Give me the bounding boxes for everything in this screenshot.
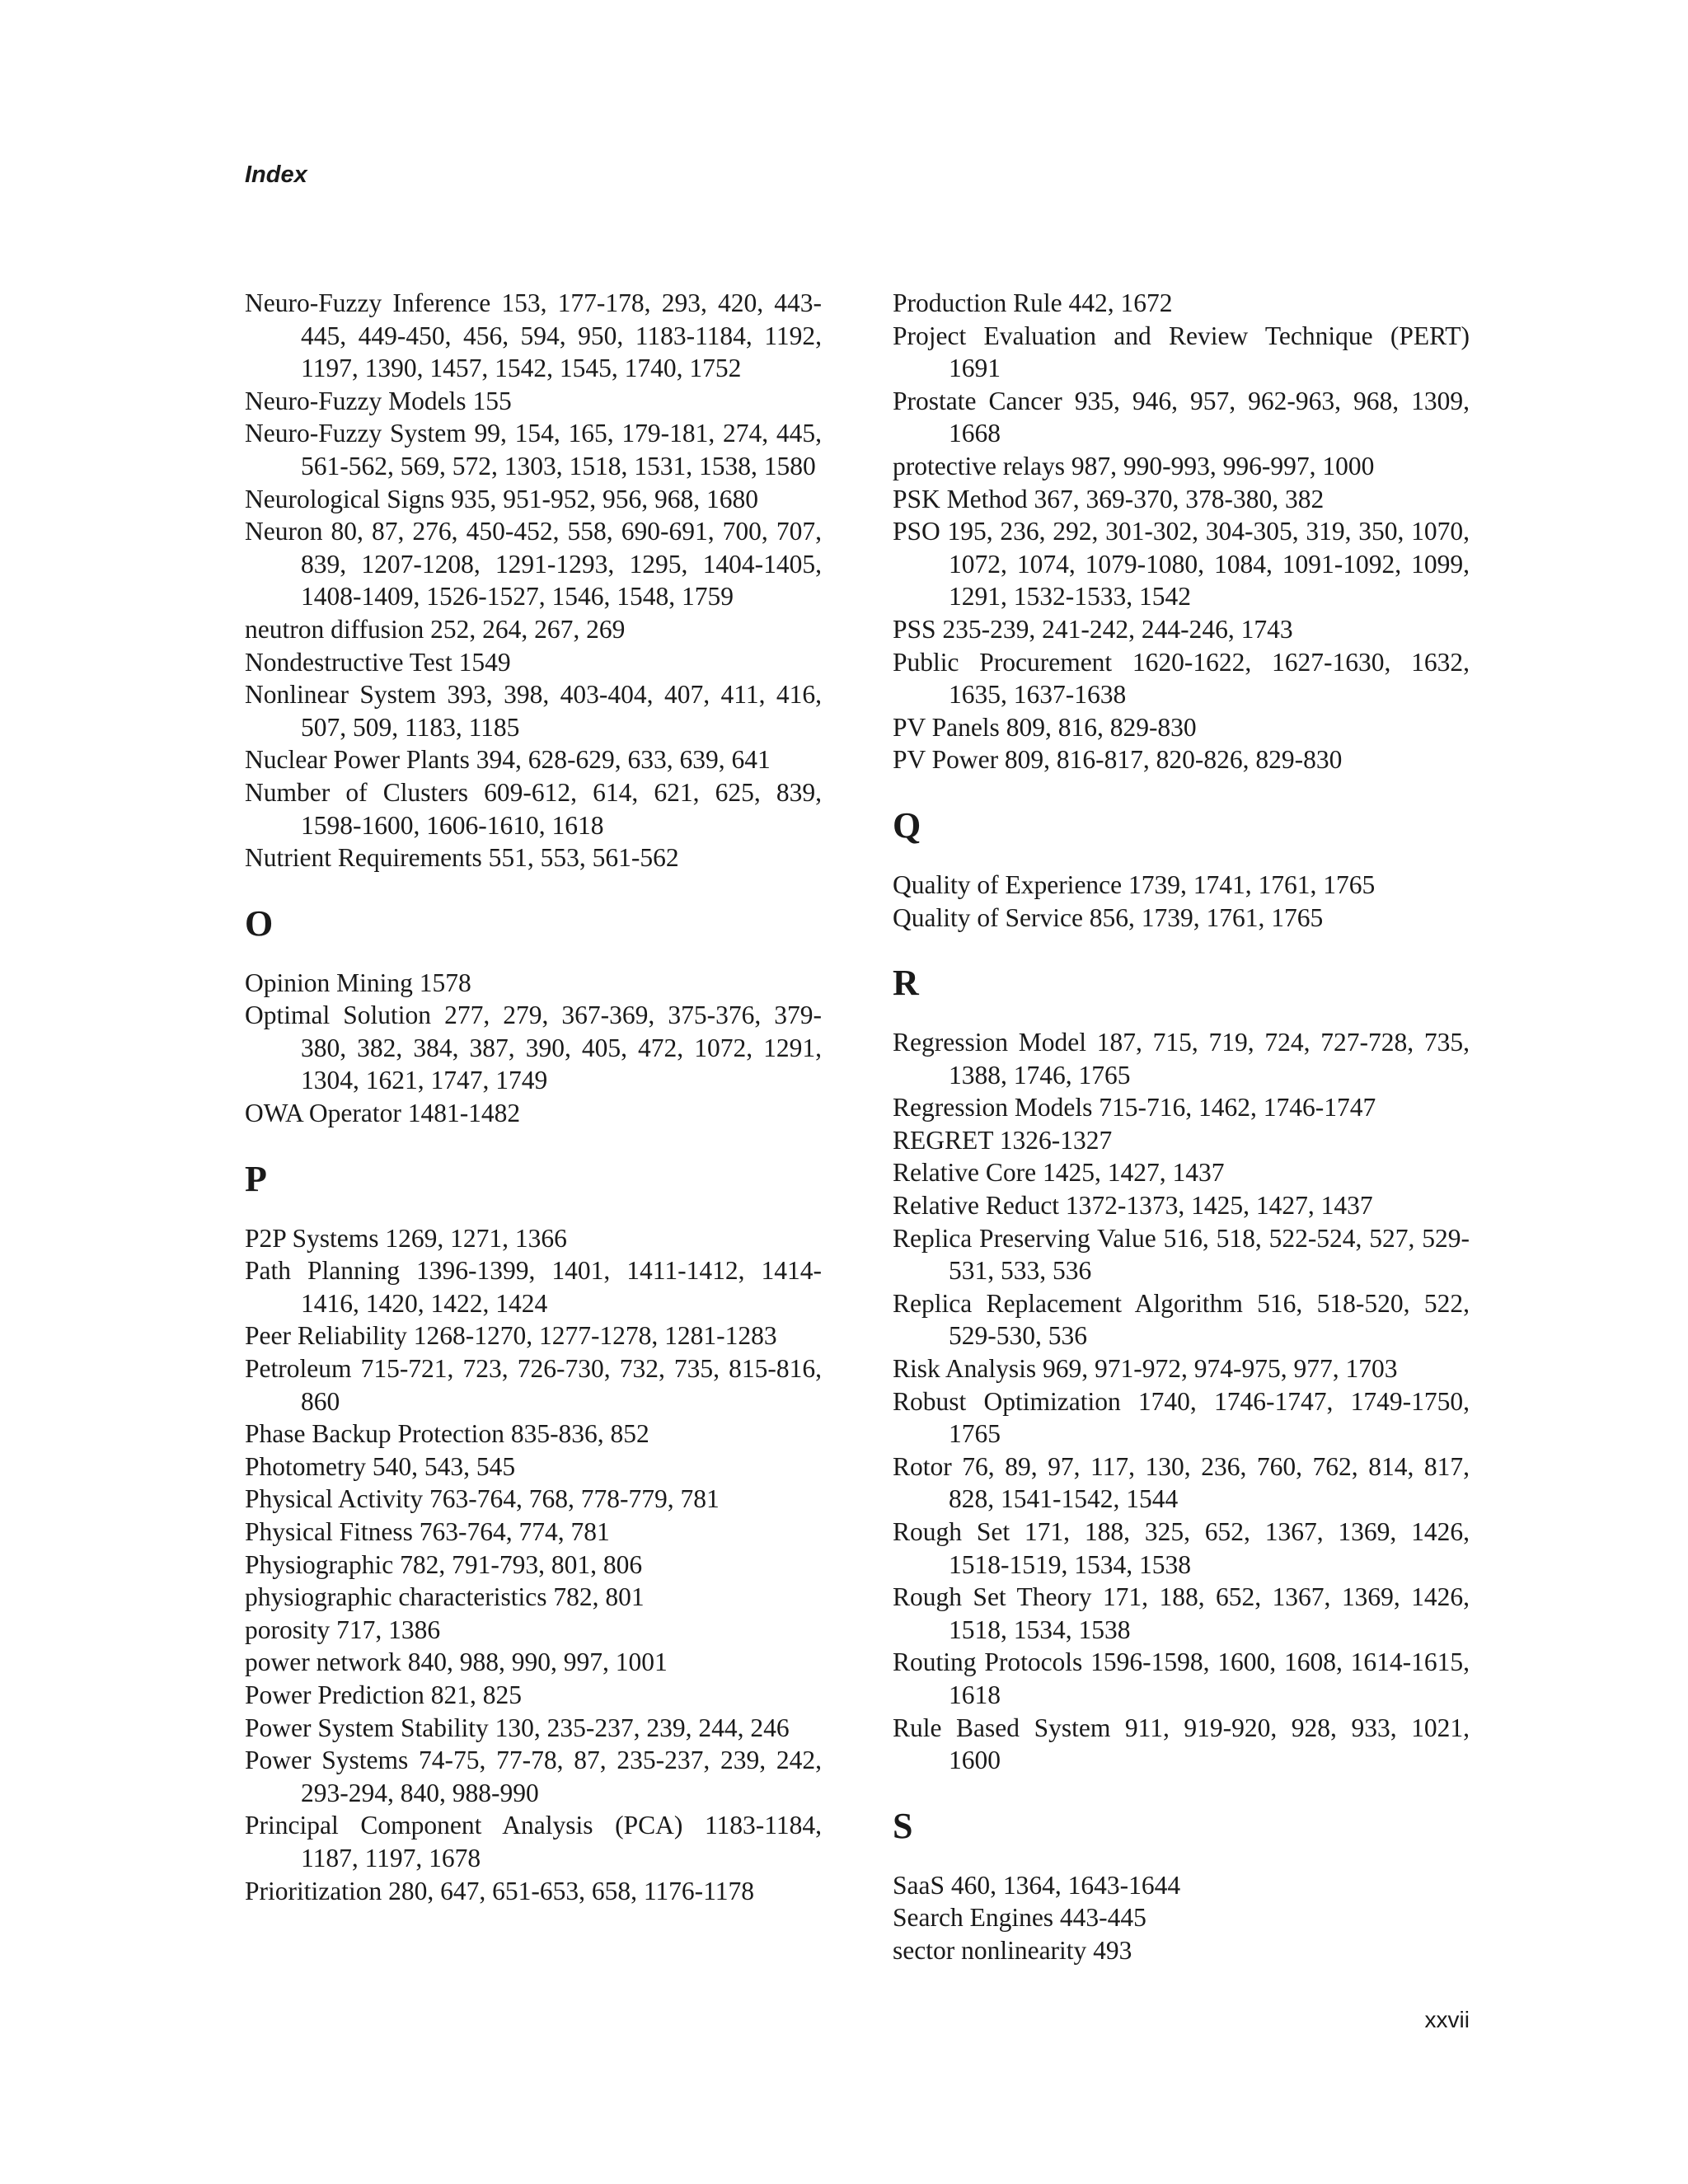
index-section-letter: S xyxy=(893,1805,913,1846)
index-entry: PV Panels 809, 816, 829-830 xyxy=(893,712,1197,742)
index-entry: Nonlinear System 393, 398, 403-404, 407, 411, 416, 507, 509, 1183, 1185 xyxy=(245,680,822,742)
index-entry: Opinion Mining 1578 xyxy=(245,968,471,997)
index-entry: PSO 195, 236, 292, 301-302, 304-305, 319, 350, 1070, 1072, 1074, 1079-1080, 1084, 1091-1092, 1099, 1291, 1532-1533, 1542 xyxy=(893,517,1470,612)
index-entry: Physical Fitness 763-764, 774, 781 xyxy=(245,1517,610,1546)
index-entry: power network 840, 988, 990, 997, 1001 xyxy=(245,1647,668,1677)
index-entry: Peer Reliability 1268-1270, 1277-1278, 1281-1283 xyxy=(245,1321,777,1351)
index-entry: Prostate Cancer 935, 946, 957, 962-963, 968, 1309, 1668 xyxy=(893,386,1470,448)
index-entry: Neuro-Fuzzy System 99, 154, 165, 179-181, 274, 445, 561-562, 569, 572, 1303, 1518, 1531, 1538, 1580 xyxy=(245,419,822,480)
index-entry: Relative Reduct 1372-1373, 1425, 1427, 1437 xyxy=(893,1191,1373,1221)
index-entry: OWA Operator 1481-1482 xyxy=(245,1099,521,1128)
index-entry: Replica Preserving Value 516, 518, 522-524, 527, 529-531, 533, 536 xyxy=(893,1223,1470,1286)
index-entry: Rough Set Theory 171, 188, 652, 1367, 1369, 1426, 1518, 1534, 1538 xyxy=(893,1582,1470,1644)
index-entry: Regression Models 715-716, 1462, 1746-1747 xyxy=(893,1093,1376,1122)
index-entry: Power Systems 74-75, 77-78, 87, 235-237, 239, 242, 293-294, 840, 988-990 xyxy=(245,1746,822,1807)
index-entry: Nondestructive Test 1549 xyxy=(245,647,511,677)
index-entry: SaaS 460, 1364, 1643-1644 xyxy=(893,1870,1181,1900)
index-entry: Rough Set 171, 188, 325, 652, 1367, 1369, 1426, 1518-1519, 1534, 1538 xyxy=(893,1517,1470,1579)
index-entry: Nuclear Power Plants 394, 628-629, 633, 639, 641 xyxy=(245,745,771,775)
index-entry: Neuro-Fuzzy Models 155 xyxy=(245,386,512,415)
index-entry: porosity 717, 1386 xyxy=(245,1615,441,1644)
index-entry: Production Rule 442, 1672 xyxy=(893,288,1173,317)
index-entry: PSK Method 367, 369-370, 378-380, 382 xyxy=(893,484,1325,513)
index-entry: Rule Based System 911, 919-920, 928, 933, 1021, 1600 xyxy=(893,1713,1470,1775)
index-entry: Optimal Solution 277, 279, 367-369, 375-376, 379-380, 382, 384, 387, 390, 405, 472, 1072, 1291, 1304, 1621, 1747, 1749 xyxy=(245,1001,822,1095)
index-entry: sector nonlinearity 493 xyxy=(893,1935,1132,1965)
index-entry: Physical Activity 763-764, 768, 778-779, 781 xyxy=(245,1484,720,1514)
index-entry: Power Prediction 821, 825 xyxy=(245,1680,522,1709)
index-entry: Regression Model 187, 715, 719, 724, 727-728, 735, 1388, 1746, 1765 xyxy=(893,1028,1470,1090)
index-entry: Phase Backup Protection 835-836, 852 xyxy=(245,1419,649,1449)
index-entry: PV Power 809, 816-817, 820-826, 829-830 xyxy=(893,745,1343,775)
index-entry: Physiographic 782, 791-793, 801, 806 xyxy=(245,1549,643,1579)
index-entry: Search Engines 443-445 xyxy=(893,1903,1146,1933)
index-entry: REGRET 1326-1327 xyxy=(893,1125,1113,1155)
index-entry: Public Procurement 1620-1622, 1627-1630, 1632, 1635, 1637-1638 xyxy=(893,647,1470,710)
page-number: xxvii xyxy=(1424,2007,1470,2032)
index-entry: neutron diffusion 252, 264, 267, 269 xyxy=(245,614,626,644)
index-entry: Photometry 540, 543, 545 xyxy=(245,1451,516,1481)
index-entry: Robust Optimization 1740, 1746-1747, 1749-1750, 1765 xyxy=(893,1386,1470,1449)
index-entry: Nutrient Requirements 551, 553, 561-562 xyxy=(245,843,679,873)
index-entry: Number of Clusters 609-612, 614, 621, 625, 839, 1598-1600, 1606-1610, 1618 xyxy=(245,777,822,840)
index-entry: Path Planning 1396-1399, 1401, 1411-1412, 1414-1416, 1420, 1422, 1424 xyxy=(245,1256,822,1318)
index-section-letter: P xyxy=(245,1158,267,1199)
index-entry: Neuro-Fuzzy Inference 153, 177-178, 293, 420, 443-445, 449-450, 456, 594, 950, 1183-1184, 1192, 1197, 1390, 1457, 1542, 1545, 1740, 1752 xyxy=(245,288,822,383)
index-entry: Project Evaluation and Review Technique (PERT) 1691 xyxy=(893,321,1470,383)
index-entry: Quality of Service 856, 1739, 1761, 1765 xyxy=(893,902,1324,932)
index-entry: protective relays 987, 990-993, 996-997, 1000 xyxy=(893,451,1375,480)
index-entry: Power System Stability 130, 235-237, 239, 244, 246 xyxy=(245,1713,790,1742)
index-entry: Principal Component Analysis (PCA) 1183-1184, 1187, 1197, 1678 xyxy=(245,1811,822,1872)
index-entry: Replica Replacement Algorithm 516, 518-520, 522, 529-530, 536 xyxy=(893,1288,1470,1351)
index-column-left xyxy=(245,287,822,1907)
running-head: Index xyxy=(245,162,307,188)
index-entry: Quality of Experience 1739, 1741, 1761, 1765 xyxy=(893,869,1376,899)
index-entry: Neurological Signs 935, 951-952, 956, 968, 1680 xyxy=(245,484,758,513)
index-entry: P2P Systems 1269, 1271, 1366 xyxy=(245,1223,567,1253)
index-section-letter: O xyxy=(245,902,274,944)
index-section-letter: Q xyxy=(893,804,921,846)
index-entry: Routing Protocols 1596-1598, 1600, 1608, 1614-1615, 1618 xyxy=(893,1647,1470,1709)
index-entry: Prioritization 280, 647, 651-653, 658, 1176-1178 xyxy=(245,1876,754,1905)
index-column-right xyxy=(893,287,1470,1967)
index-section-letter: R xyxy=(893,963,919,1004)
index-entry: Rotor 76, 89, 97, 117, 130, 236, 760, 762, 814, 817, 828, 1541-1542, 1544 xyxy=(893,1451,1470,1514)
index-entry: physiographic characteristics 782, 801 xyxy=(245,1582,645,1612)
index-entry: Risk Analysis 969, 971-972, 974-975, 977, 1703 xyxy=(893,1354,1398,1384)
index-entry: Relative Core 1425, 1427, 1437 xyxy=(893,1158,1225,1188)
index-entry: PSS 235-239, 241-242, 244-246, 1743 xyxy=(893,614,1293,644)
index-entry: Petroleum 715-721, 723, 726-730, 732, 735, 815-816, 860 xyxy=(245,1354,822,1416)
index-entry: Neuron 80, 87, 276, 450-452, 558, 690-691, 700, 707, 839, 1207-1208, 1291-1293, 1295, 1404-1405, 1408-1409, 1526-1527, 1546, 1548, 1759 xyxy=(245,517,822,612)
